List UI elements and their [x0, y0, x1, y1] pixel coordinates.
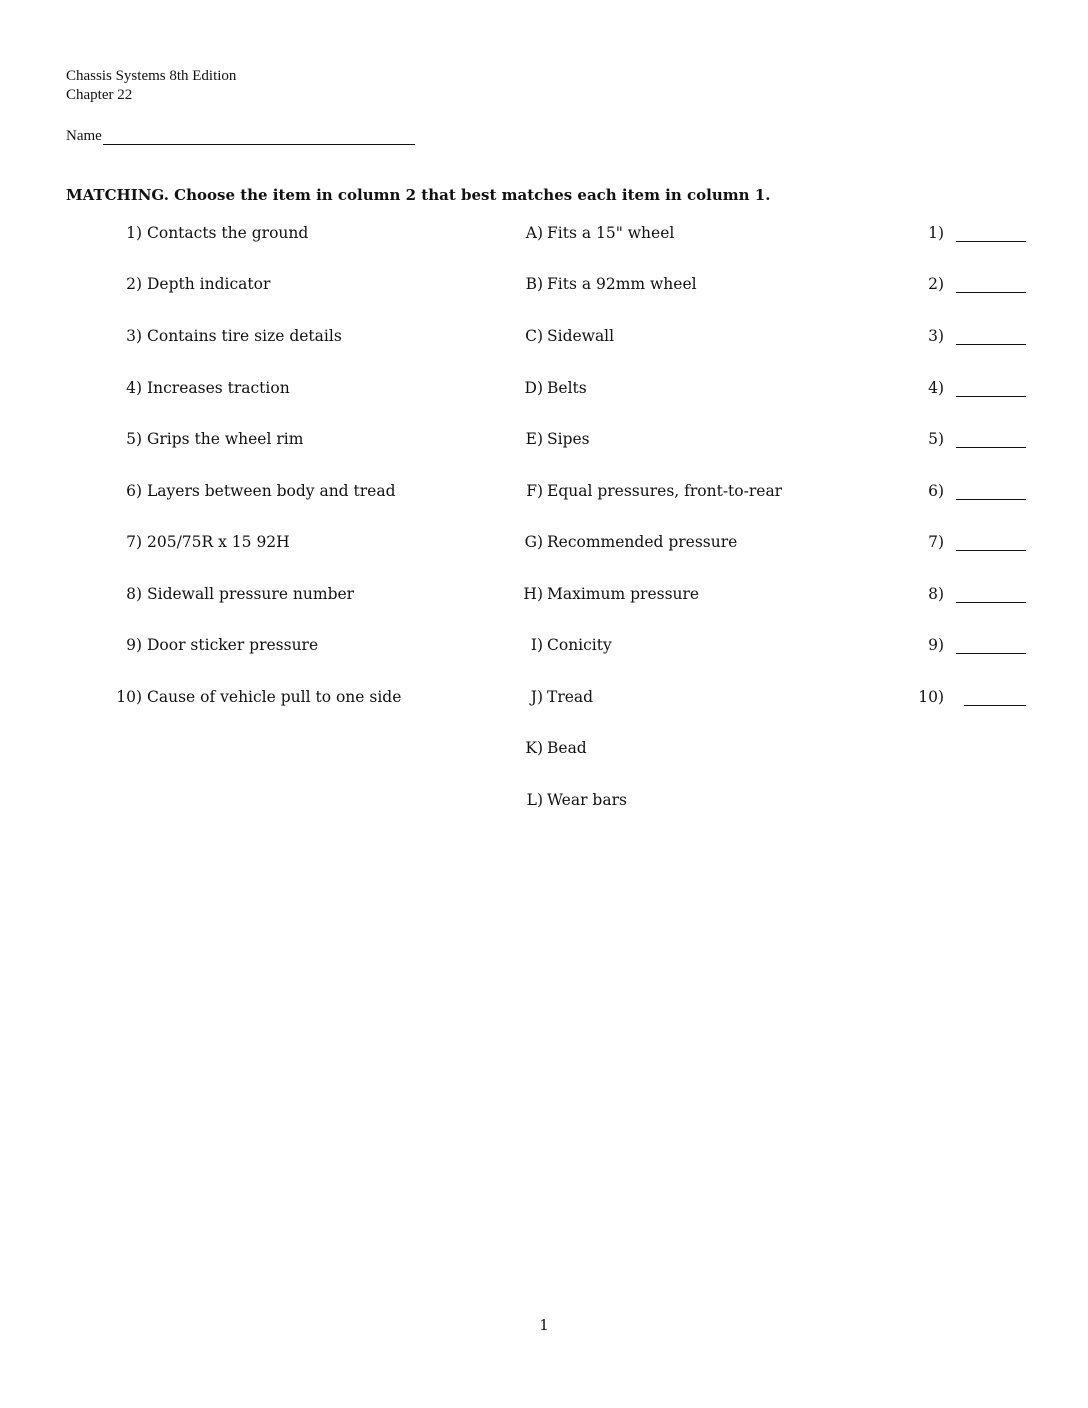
item-number: 10) [116, 688, 142, 706]
option-text: Fits a 15" wheel [547, 224, 675, 242]
option-letter: F) [526, 482, 543, 500]
option-text: Wear bars [547, 791, 627, 809]
option-letter: E) [525, 430, 543, 448]
option-letter: J) [530, 688, 543, 706]
option-letter: C) [525, 327, 543, 345]
book-title: Chassis Systems 8th Edition [66, 68, 237, 84]
item-number: 1) [126, 224, 142, 242]
option-text: Equal pressures, front-to-rear [547, 482, 783, 500]
item-text: Layers between body and tread [147, 482, 396, 500]
option-letter: H) [523, 585, 543, 603]
matching-row [0, 688, 1088, 712]
item-text: Cause of vehicle pull to one side [147, 688, 402, 706]
answer-blank[interactable] [956, 292, 1026, 293]
name-field[interactable] [103, 126, 415, 145]
extra-option-row [0, 739, 1088, 763]
name-field-row [66, 126, 415, 145]
option-letter: A) [525, 224, 543, 242]
matching-row [0, 327, 1088, 351]
option-letter: L) [526, 791, 543, 809]
option-text: Sipes [547, 430, 590, 448]
matching-instructions: MATCHING. Choose the item in column 2 that best matches each item in column 1. [66, 186, 771, 204]
answer-blank[interactable] [956, 396, 1026, 397]
matching-row [0, 636, 1088, 660]
option-text: Fits a 92mm wheel [547, 275, 697, 293]
matching-row [0, 533, 1088, 557]
item-number: 8) [126, 585, 142, 603]
answer-number: 3) [928, 327, 944, 345]
matching-row [0, 224, 1088, 248]
option-letter: I) [530, 636, 543, 654]
answer-number: 10) [918, 688, 944, 706]
option-text: Bead [547, 739, 587, 757]
extra-option-row [0, 791, 1088, 815]
option-text: Conicity [547, 636, 612, 654]
answer-blank[interactable] [956, 550, 1026, 551]
item-text: Increases traction [147, 379, 290, 397]
item-number: 2) [126, 275, 142, 293]
matching-row [0, 482, 1088, 506]
option-letter: K) [525, 739, 543, 757]
item-number: 6) [126, 482, 142, 500]
answer-number: 7) [928, 533, 944, 551]
answer-number: 9) [928, 636, 944, 654]
item-text: Grips the wheel rim [147, 430, 304, 448]
name-label: Name [66, 128, 102, 144]
item-number: 4) [126, 379, 142, 397]
matching-row [0, 275, 1088, 299]
answer-number: 1) [928, 224, 944, 242]
answer-blank[interactable] [956, 602, 1026, 603]
option-text: Maximum pressure [547, 585, 700, 603]
item-text: Sidewall pressure number [147, 585, 355, 603]
item-text: Door sticker pressure [147, 636, 319, 654]
item-text: Depth indicator [147, 275, 271, 293]
option-letter: G) [524, 533, 543, 551]
item-text: Contains tire size details [147, 327, 342, 345]
answer-number: 5) [928, 430, 944, 448]
option-letter: B) [525, 275, 543, 293]
item-text: 205/75R x 15 92H [147, 533, 290, 551]
page-number: 1 [539, 1316, 549, 1334]
item-number: 5) [126, 430, 142, 448]
item-text: Contacts the ground [147, 224, 309, 242]
item-number: 3) [126, 327, 142, 345]
item-number: 7) [126, 533, 142, 551]
matching-row [0, 585, 1088, 609]
answer-blank[interactable] [956, 499, 1026, 500]
answer-blank[interactable] [956, 447, 1026, 448]
answer-number: 8) [928, 585, 944, 603]
answer-number: 2) [928, 275, 944, 293]
answer-blank[interactable] [956, 241, 1026, 242]
option-text: Belts [547, 379, 587, 397]
option-text: Recommended pressure [547, 533, 738, 551]
option-text: Tread [547, 688, 594, 706]
matching-row [0, 430, 1088, 454]
answer-number: 4) [928, 379, 944, 397]
answer-number: 6) [928, 482, 944, 500]
item-number: 9) [126, 636, 142, 654]
answer-blank[interactable] [964, 705, 1026, 706]
answer-blank[interactable] [956, 344, 1026, 345]
option-text: Sidewall [547, 327, 615, 345]
matching-row [0, 379, 1088, 403]
option-letter: D) [524, 379, 543, 397]
answer-blank[interactable] [956, 653, 1026, 654]
chapter-title: Chapter 22 [66, 87, 133, 103]
